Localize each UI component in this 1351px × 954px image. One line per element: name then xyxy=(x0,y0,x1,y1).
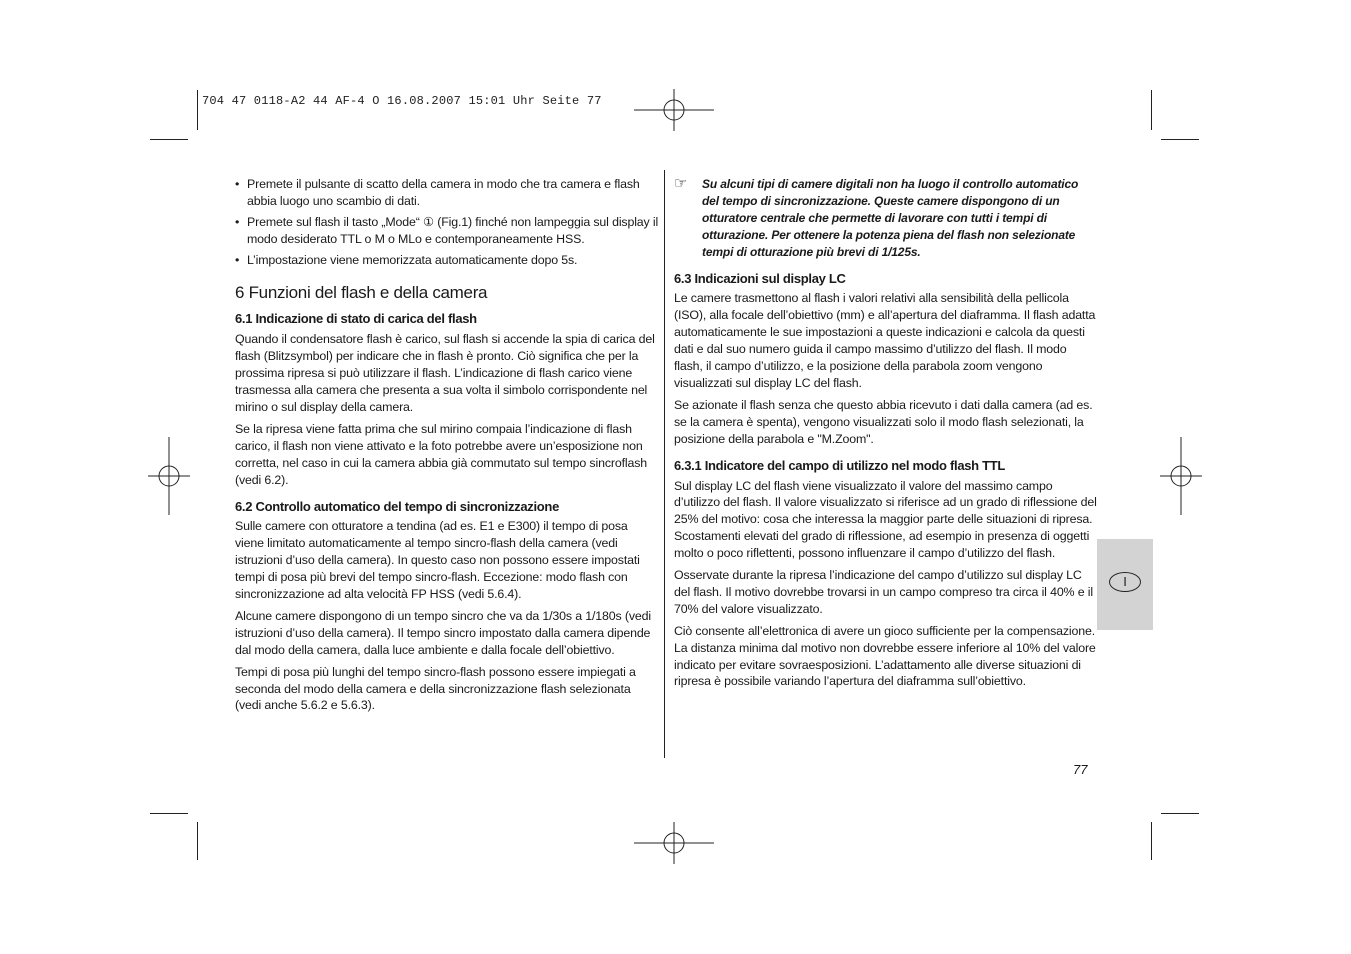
paragraph: Le camere trasmettono al flash i valori relativi alla sensibilità della pellicola (ISO), alla focale dell’obiettivo (mm) e all’apertura del diaframma. Il flash adatta automaticamente le sue impostazioni a queste indicazioni e calcola da questi dati e dal suo numero guida il campo massimo d’utilizzo del flash. Il modo flash, il campo d’utilizzo, e la posizione della parabola zoom vengono visualizzati sul display LC del flash. xyxy=(674,291,1096,390)
note-block xyxy=(674,176,1098,261)
paragraph: Sul display LC del flash viene visualizzato il valore del massimo campo d’utilizzo del flash. Il valore visualizzato si riferisce ad un grado di riflessione del 25% del motivo: cosa che interessa la maggior parte delle situazioni di ripresa. Scostamenti elevati del grado di riflessione, ad esempio in presenza di oggetti molto o poco riflettenti, possono influenzare il campo d’utilizzo del flash. xyxy=(674,478,1097,561)
crop-mark-top-left-v xyxy=(197,90,198,130)
section-title: 6 Funzioni del flash e della camera xyxy=(235,282,488,302)
paragraph: Tempi di posa più lunghi del tempo sincro-flash possono essere impiegati a seconda del modo della camera e della sincronizzazione flash selezionata (vedi anche 5.6.2 e 5.6.3). xyxy=(235,664,636,713)
registration-mark-bottom xyxy=(634,822,714,864)
right-column xyxy=(674,176,1098,695)
bullet-icon: • xyxy=(235,252,240,267)
crop-mark-top-right-h xyxy=(1161,139,1199,140)
language-tab xyxy=(1097,539,1153,630)
paragraph: Quando il condensatore flash è carico, sul flash si accende la spia di carica del flash (Blitzsymbol) per indicare che in flash è pronto. Ciò significa che per la prossima ripresa si può utilizzare il flash. L’indicazione di flash carico viene trasmessa alla camera che presenta a sua volta il simbolo corrispondente nel mirino o sul display della camera. xyxy=(235,332,655,414)
subsection-title-6-3: 6.3 Indicazioni sul display LC xyxy=(674,270,846,286)
crop-mark-top-left-h xyxy=(150,139,188,140)
language-tab-letter: I xyxy=(1109,572,1141,592)
paragraph: Se la ripresa viene fatta prima che sul mirino compaia l’indicazione di flash carico, il flash non viene attivato e la foto potrebbe avere un’esposizione non corretta, nel caso in cui la camera abbia già commutato sul tempo sincroflash (vedi 6.2). xyxy=(235,421,648,487)
bullet-icon: • xyxy=(235,214,240,229)
subsection-title-6-3-1: 6.3.1 Indicatore del campo di utilizzo nel modo flash TTL xyxy=(674,457,1006,473)
pointing-hand-icon: ☞ xyxy=(674,175,688,192)
list-item: • Premete sul flash il tasto „Mode“ ① (Fig.1) finché non lampeggia sul display il modo desiderato TTL o M o MLo e contemporaneamente HSS. xyxy=(235,214,659,246)
subsection-title-6-2: 6.2 Controllo automatico del tempo di sincronizzazione xyxy=(235,498,560,514)
bullet-icon: • xyxy=(235,177,240,191)
crop-mark-bottom-left-h xyxy=(150,813,188,814)
crop-mark-bottom-right-h xyxy=(1161,813,1199,814)
paragraph: Ciò consente all’elettronica di avere un gioco sufficiente per la compensazione. La distanza minima dal motivo non dovrebbe essere inferiore al 10% del valore indicato per evitare sovraesposizioni. L’adattamento alle diverse situazioni di ripresa è possibile variando l’apertura del diaframma sull’obiettivo. xyxy=(674,623,1096,689)
note-text: Su alcuni tipi di camere digitali non ha luogo il controllo automatico del tempo di sincronizzazione. Queste camere dispongono di un otturatore centrale che permette di lavorare con tutti i tempi di otturazione. Per ottenere la potenza piena del flash non selezionate tempi di otturazione più brevi di 1/125s. xyxy=(702,177,1079,259)
column-divider xyxy=(664,170,665,758)
subsection-title-6-1: 6.1 Indicazione di stato di carica del flash xyxy=(235,311,477,327)
print-header: 704 47 0118-A2 44 AF-4 O 16.08.2007 15:01 Uhr Seite 77 xyxy=(202,94,602,108)
page-number: 77 xyxy=(1073,762,1088,777)
paragraph: Alcune camere dispongono di un tempo sincro che va da 1/30s a 1/180s (vedi istruzioni d’uso della camera). Il tempo sincro impostato dalla camera dipende dal modo della camera, dalla luce ambiente e dalla focale dell’obiettivo. xyxy=(235,608,651,657)
crop-mark-bottom-left-v xyxy=(197,822,198,860)
paragraph: Sulle camere con otturatore a tendina (ad es. E1 e E300) il tempo di posa viene limitato automaticamente al tempo sincro-flash della camera (vedi istruzioni d’uso della camera). In questo caso non possono essere impostati tempi di posa più brevi del tempo sincro-flash. Eccezione: modo flash con sincronizzazione ad alta velocità FP HSS (vedi 5.6.4). xyxy=(235,519,640,602)
crop-mark-top-right-v xyxy=(1151,90,1152,130)
left-column xyxy=(235,176,659,719)
registration-mark-right xyxy=(1160,437,1202,515)
paragraph: Osservate durante la ripresa l’indicazione del campo d’utilizzo sul display LC del flash. Il motivo dovrebbe trovarsi in un campo compreso tra circa il 40% e il 70% del valore visualizzato. xyxy=(674,568,1093,616)
crop-mark-bottom-right-v xyxy=(1151,822,1152,860)
registration-mark-left xyxy=(148,437,190,515)
list-item: • L’impostazione viene memorizzata automaticamente dopo 5s. xyxy=(235,252,578,267)
list-item: • Premete il pulsante di scatto della camera in modo che tra camera e flash abbia luogo uno scambio di dati. xyxy=(235,177,640,208)
registration-mark-top xyxy=(634,89,714,131)
paragraph: Se azionate il flash senza che questo abbia ricevuto i dati dalla camera (ad es. se la camera è spenta), vengono visualizzati solo il modo flash selezionati, la posizione della parabola e "M.Zoom". xyxy=(674,397,1093,446)
